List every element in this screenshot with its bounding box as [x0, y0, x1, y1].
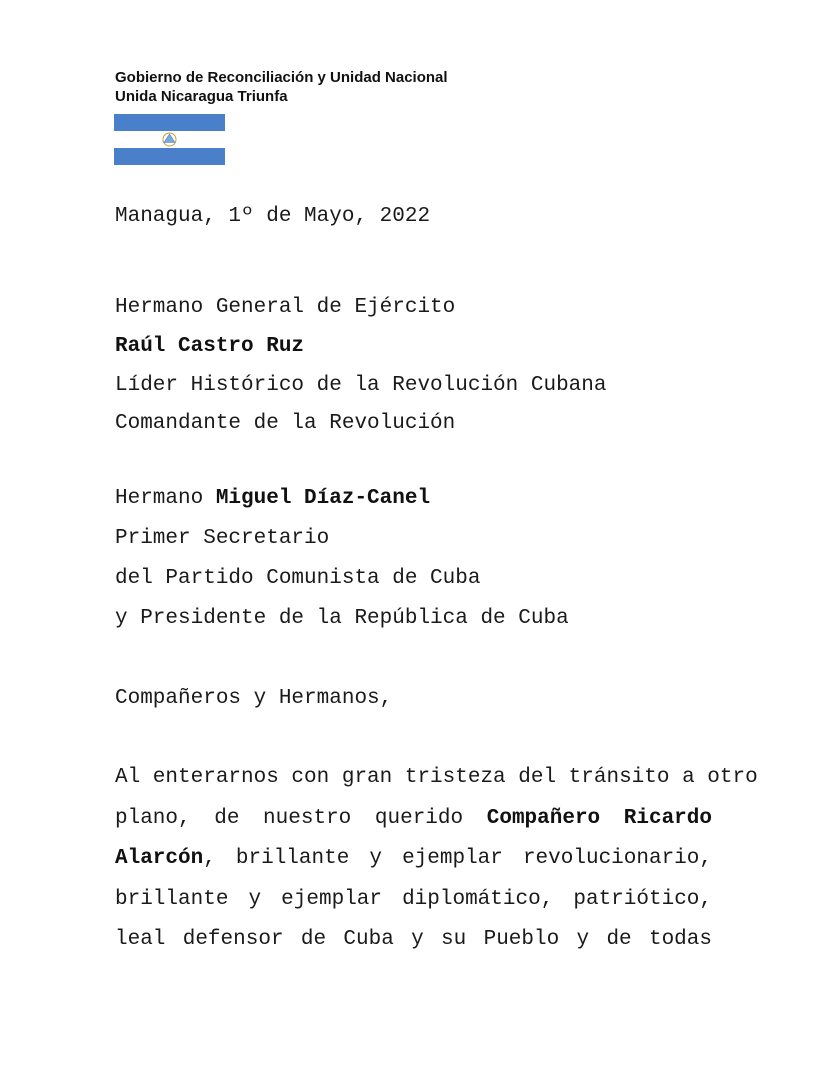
body-line-1: Al enterarnos con gran tristeza del tránsito a otro — [115, 766, 758, 789]
recipient2-role3: y Presidente de la República de Cuba — [115, 607, 569, 630]
recipient2-name: Miguel Díaz-Canel — [215, 487, 431, 510]
body-line-2-name: Compañero Ricardo — [486, 806, 712, 830]
body-line-3-name: Alarcón — [115, 847, 204, 870]
nicaragua-flag-icon — [114, 114, 225, 165]
recipient1-name-text: Raúl Castro Ruz — [115, 335, 305, 358]
letterhead — [115, 68, 448, 106]
letterhead-slogan: Unida Nicaragua Triunfa — [115, 88, 288, 105]
letter-body — [115, 758, 758, 961]
recipient1-role2: Comandante de la Revolución — [115, 412, 456, 435]
recipient1-role1: Líder Histórico de la Revolución Cubana — [115, 374, 607, 397]
recipient1-name — [115, 335, 304, 358]
letter-date: Managua, 1º de Mayo, 2022 — [115, 205, 431, 228]
letterhead-government: Gobierno de Reconciliación y Unidad Nacional — [115, 69, 448, 86]
body-line-3 — [115, 839, 712, 880]
body-line-2a: plano, de nuestro querido — [115, 806, 487, 830]
recipient2-role1: Primer Secretario — [115, 527, 330, 550]
salutation: Compañeros y Hermanos, — [115, 687, 393, 710]
body-line-4: brillante y ejemplar diplomático, patriótico, — [115, 887, 712, 911]
recipient1-title: Hermano General de Ejército — [115, 296, 456, 319]
body-line-5: leal defensor de Cuba y su Pueblo y de todas — [115, 928, 712, 951]
recipient2-prefix: Hermano — [115, 487, 216, 510]
body-line-3b: , brillante y ejemplar revolucionario, — [203, 847, 712, 870]
recipient2-name-line — [115, 487, 430, 510]
recipient2-role2: del Partido Comunista de Cuba — [115, 567, 481, 590]
body-line-2 — [115, 799, 712, 840]
